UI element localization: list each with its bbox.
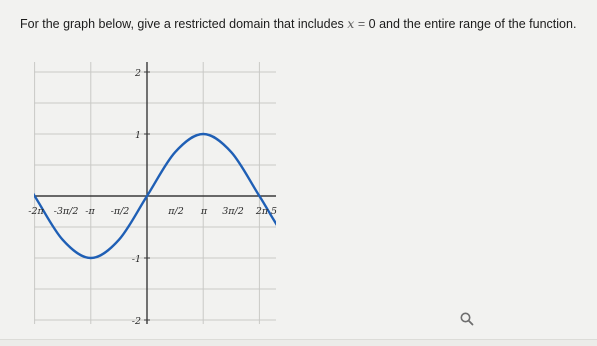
y-tick-label: -1 — [131, 254, 141, 265]
y-tick-label: 2 — [134, 68, 141, 79]
search-icon — [459, 311, 475, 327]
x-tick-label: 5 — [270, 206, 278, 217]
x-tick-label: π/2 — [168, 206, 184, 217]
graph-axes — [34, 62, 276, 324]
question-value: 0 — [368, 17, 376, 31]
bottom-divider — [0, 339, 597, 346]
graph-grid — [34, 62, 276, 324]
question-equals: = — [357, 17, 366, 31]
question-part2: and the entire range of the function. — [379, 17, 577, 31]
x-tick-label: -π/2 — [110, 206, 130, 217]
y-tick-label: 1 — [134, 130, 141, 141]
x-tick-label: -π — [85, 206, 95, 217]
tick-labels — [28, 68, 277, 327]
question-variable: x — [347, 16, 355, 31]
zoom-search-button[interactable] — [459, 311, 475, 327]
x-tick-label: -3π/2 — [53, 206, 79, 217]
y-tick-label: -2 — [131, 316, 141, 327]
x-tick-label: 2π — [255, 206, 269, 217]
x-tick-label: π — [200, 206, 208, 217]
x-tick-label: -2π — [28, 206, 44, 217]
question-part1: For the graph below, give a restricted domain that includes — [20, 17, 344, 31]
x-tick-label: 3π/2 — [222, 206, 244, 217]
